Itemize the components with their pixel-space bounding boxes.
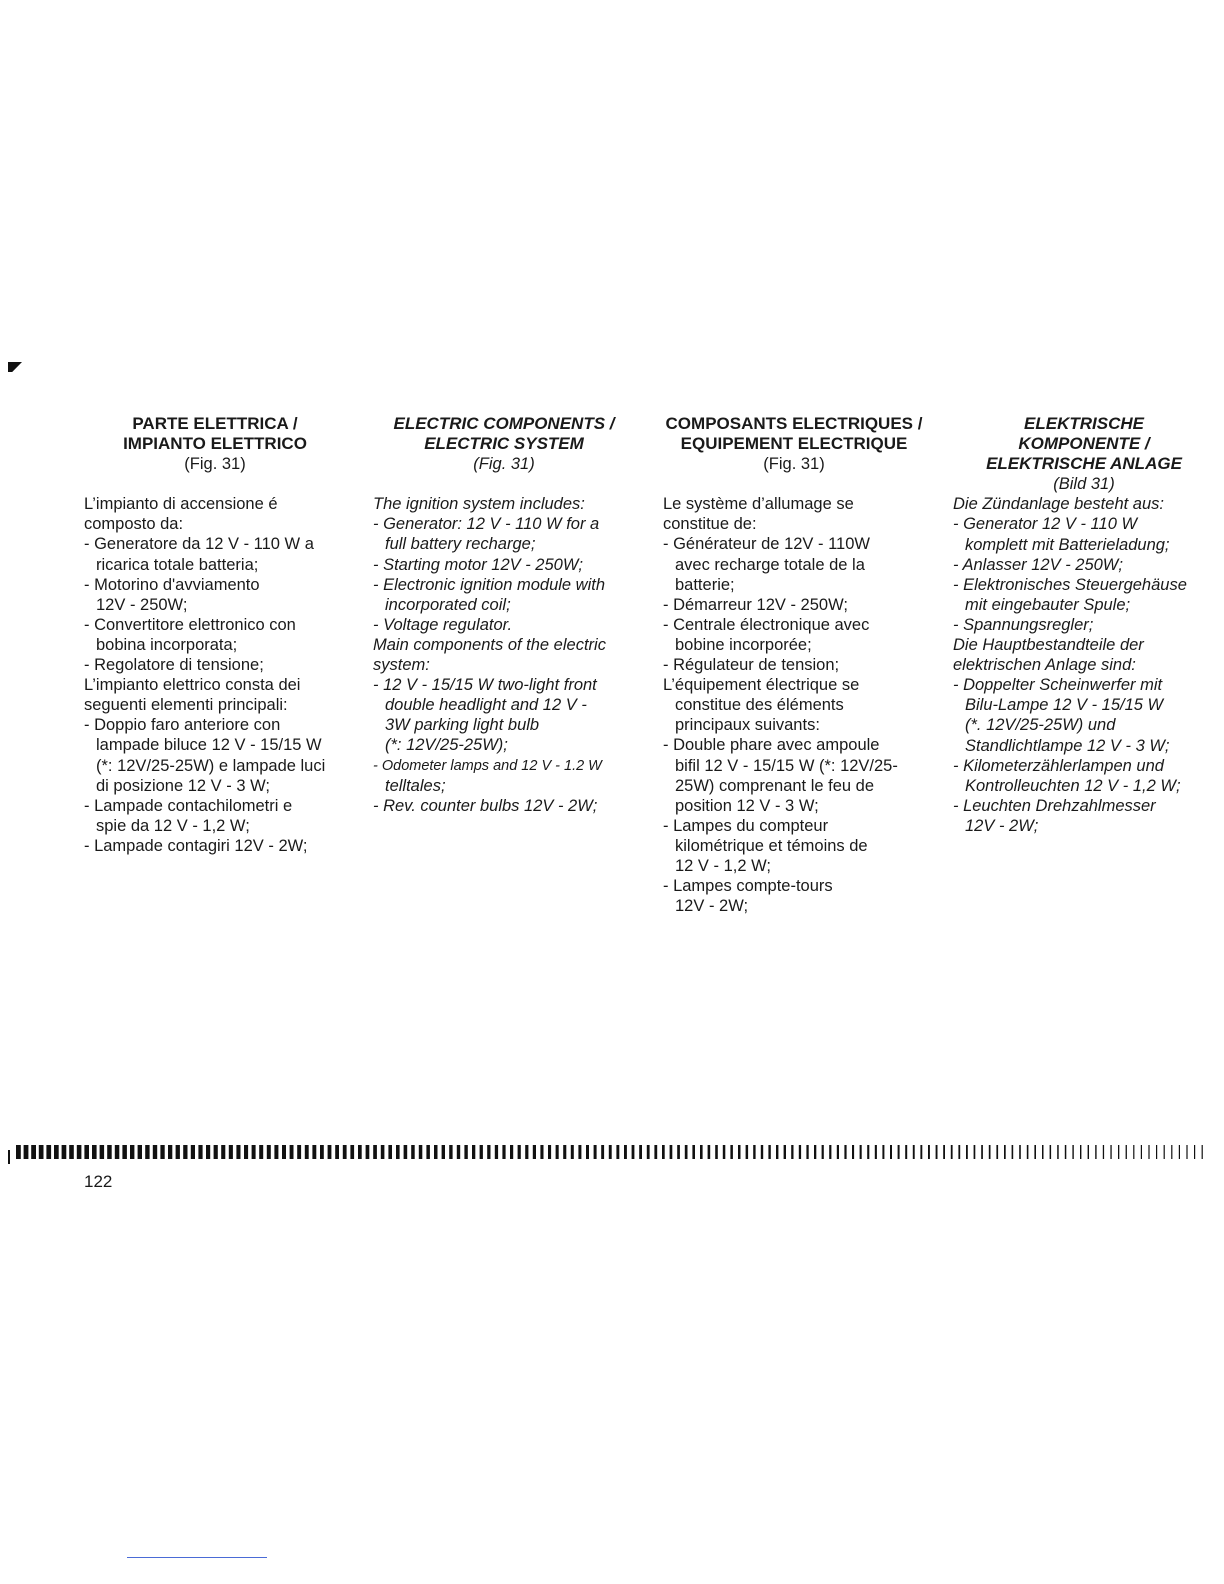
text-line: - Starting motor 12V - 250W; bbox=[373, 555, 583, 574]
text-line: - Lampes du compteur bbox=[663, 816, 829, 835]
edge-bar bbox=[1057, 1145, 1059, 1159]
column-heading bbox=[84, 414, 346, 454]
column-body bbox=[953, 494, 1215, 836]
edge-bar bbox=[1065, 1145, 1067, 1159]
edge-bar bbox=[662, 1145, 665, 1159]
edge-bar bbox=[753, 1145, 755, 1159]
edge-bar bbox=[1133, 1145, 1134, 1159]
edge-bar bbox=[1179, 1145, 1180, 1159]
text-line: Le système d’allumage se bbox=[663, 495, 854, 514]
edge-bar bbox=[274, 1145, 278, 1159]
edge-bar bbox=[898, 1145, 900, 1159]
edge-bar bbox=[510, 1145, 513, 1159]
edge-bar bbox=[1027, 1145, 1029, 1159]
edge-bar bbox=[335, 1145, 339, 1159]
edge-bar bbox=[77, 1145, 82, 1159]
text-line: - Regolatore di tensione; bbox=[84, 656, 264, 675]
text-line: L’impianto elettrico consta dei bbox=[84, 676, 301, 695]
edge-bar bbox=[366, 1145, 370, 1159]
edge-bar bbox=[198, 1145, 202, 1159]
edge-bar bbox=[571, 1145, 574, 1159]
edge-bar bbox=[328, 1145, 332, 1159]
text-line: - Anlasser 12V - 250W; bbox=[953, 555, 1123, 574]
text-line: principaux suivants: bbox=[675, 716, 820, 735]
edge-bar bbox=[160, 1145, 164, 1159]
edge-bar bbox=[578, 1145, 581, 1159]
text-line: - Démarreur 12V - 250W; bbox=[663, 595, 848, 614]
edge-bar bbox=[670, 1145, 673, 1159]
corner-crop-mark bbox=[8, 362, 22, 372]
heading-line: ELEKTRISCHE ANLAGE bbox=[986, 454, 1182, 474]
edge-tick bbox=[8, 1150, 10, 1164]
edge-bar bbox=[206, 1145, 210, 1159]
edge-bar bbox=[282, 1145, 286, 1159]
edge-bar bbox=[974, 1145, 976, 1159]
text-line: avec recharge totale de la bbox=[675, 555, 865, 574]
edge-bar bbox=[814, 1145, 816, 1159]
edge-bar bbox=[1095, 1145, 1096, 1159]
edge-bar bbox=[768, 1145, 770, 1159]
text-line: The ignition system includes: bbox=[373, 495, 585, 514]
edge-bar bbox=[799, 1145, 801, 1159]
edge-bar bbox=[373, 1145, 377, 1159]
edge-bar bbox=[62, 1145, 67, 1159]
text-line: L’impianto di accensione é bbox=[84, 495, 278, 514]
edge-bar bbox=[290, 1145, 294, 1159]
edge-bar bbox=[533, 1145, 536, 1159]
edge-bar bbox=[358, 1145, 362, 1159]
edge-bar bbox=[875, 1145, 877, 1159]
edge-bar bbox=[1103, 1145, 1104, 1159]
edge-bar bbox=[46, 1145, 51, 1159]
edge-bar bbox=[1148, 1145, 1149, 1159]
edge-bar bbox=[1141, 1145, 1142, 1159]
text-line: - Odometer lamps and 12 V - 1.2 W bbox=[373, 757, 602, 774]
edge-bar bbox=[138, 1145, 142, 1159]
column-body bbox=[663, 494, 925, 916]
edge-bar bbox=[1072, 1145, 1073, 1159]
edge-bar bbox=[920, 1145, 922, 1159]
edge-bar bbox=[434, 1145, 438, 1159]
edge-bar bbox=[1088, 1145, 1089, 1159]
edge-bar bbox=[1050, 1145, 1052, 1159]
heading-line: IMPIANTO ELETTRICO bbox=[123, 434, 307, 454]
text-line: (*: 12V/25-25W); bbox=[385, 736, 508, 755]
text-line: - Elektronisches Steuergehäuse bbox=[953, 575, 1187, 594]
text-line: - Spannungsregler; bbox=[953, 615, 1094, 634]
text-line: system: bbox=[373, 656, 430, 675]
heading-line: KOMPONENTE / bbox=[1018, 434, 1150, 454]
text-line: - Voltage regulator. bbox=[373, 615, 513, 634]
text-line: 12V - 250W; bbox=[96, 595, 188, 614]
edge-bar bbox=[586, 1145, 589, 1159]
edge-bar bbox=[738, 1145, 741, 1159]
text-line: Standlichtlampe 12 V - 3 W; bbox=[965, 736, 1170, 755]
heading-line: COMPOSANTS ELECTRIQUES / bbox=[665, 414, 923, 433]
edge-bar bbox=[700, 1145, 703, 1159]
edge-bar bbox=[1126, 1145, 1127, 1159]
edge-bar bbox=[252, 1145, 256, 1159]
edge-bar bbox=[39, 1145, 44, 1159]
edge-bar bbox=[822, 1145, 824, 1159]
text-line: double headlight and 12 V - bbox=[385, 696, 587, 715]
edge-bar bbox=[852, 1145, 854, 1159]
edge-bar bbox=[297, 1145, 301, 1159]
edge-bar bbox=[867, 1145, 869, 1159]
text-line: - Centrale électronique avec bbox=[663, 615, 870, 634]
edge-bar bbox=[723, 1145, 726, 1159]
text-line: 12 V - 1,2 W; bbox=[675, 856, 771, 875]
edge-bar bbox=[791, 1145, 793, 1159]
text-line: - Doppelter Scheinwerfer mit bbox=[953, 676, 1163, 695]
edge-bar bbox=[829, 1145, 831, 1159]
edge-bar bbox=[100, 1145, 105, 1159]
text-line: seguenti elementi principali: bbox=[84, 696, 288, 715]
edge-bar bbox=[1202, 1145, 1203, 1159]
edge-bar bbox=[730, 1145, 733, 1159]
text-line: bobine incorporée; bbox=[675, 635, 812, 654]
text-line: Kontrolleuchten 12 V - 1,2 W; bbox=[965, 776, 1181, 795]
edge-bar bbox=[130, 1145, 134, 1159]
edge-bar bbox=[996, 1145, 998, 1159]
edge-bar bbox=[259, 1145, 263, 1159]
edge-bar bbox=[411, 1145, 415, 1159]
column-body bbox=[373, 494, 635, 816]
edge-bar bbox=[784, 1145, 786, 1159]
text-line: position 12 V - 3 W; bbox=[675, 796, 819, 815]
figure-reference: (Fig. 31) bbox=[473, 455, 535, 474]
bottom-rule bbox=[127, 1557, 267, 1558]
edge-bar bbox=[1186, 1145, 1187, 1159]
edge-bar bbox=[191, 1145, 195, 1159]
edge-bar bbox=[388, 1145, 392, 1159]
edge-bar bbox=[381, 1145, 385, 1159]
text-line: full battery recharge; bbox=[385, 535, 536, 554]
edge-bar bbox=[609, 1145, 612, 1159]
edge-bar bbox=[153, 1145, 157, 1159]
text-line: - Convertitore elettronico con bbox=[84, 615, 296, 634]
edge-bar bbox=[84, 1145, 89, 1159]
edge-bar bbox=[54, 1145, 59, 1159]
edge-bar bbox=[601, 1145, 604, 1159]
edge-bar bbox=[860, 1145, 862, 1159]
edge-bar bbox=[692, 1145, 695, 1159]
edge-bar bbox=[837, 1145, 839, 1159]
page-number: 122 bbox=[84, 1172, 113, 1191]
edge-bar bbox=[229, 1145, 233, 1159]
edge-bar bbox=[107, 1145, 112, 1159]
edge-bar bbox=[708, 1145, 711, 1159]
edge-bar bbox=[654, 1145, 657, 1159]
edge-bar bbox=[16, 1145, 21, 1159]
edge-bar bbox=[472, 1145, 475, 1159]
edge-bar bbox=[746, 1145, 749, 1159]
text-line: 12V - 2W; bbox=[965, 816, 1039, 835]
text-line: - Electronic ignition module with bbox=[373, 575, 606, 594]
edge-bar bbox=[1080, 1145, 1081, 1159]
edge-bar bbox=[464, 1145, 467, 1159]
edge-bar bbox=[487, 1145, 490, 1159]
edge-bar bbox=[267, 1145, 271, 1159]
edge-bar bbox=[305, 1145, 309, 1159]
text-line: constitue de: bbox=[663, 515, 757, 534]
edge-bar bbox=[958, 1145, 960, 1159]
edge-bar bbox=[457, 1145, 460, 1159]
edge-bar bbox=[1110, 1145, 1111, 1159]
text-line: mit eingebauter Spule; bbox=[965, 595, 1131, 614]
edge-bar bbox=[312, 1145, 316, 1159]
figure-reference: (Fig. 31) bbox=[184, 455, 246, 474]
text-line: - Doppio faro anteriore con bbox=[84, 716, 281, 735]
heading-line: ELECTRIC SYSTEM bbox=[424, 434, 584, 454]
heading-line: PARTE ELETTRICA / bbox=[132, 414, 298, 433]
edge-bar bbox=[69, 1145, 74, 1159]
edge-bar bbox=[882, 1145, 884, 1159]
text-line: bifil 12 V - 15/15 W (*: 12V/25- bbox=[675, 756, 898, 775]
edge-bar bbox=[632, 1145, 635, 1159]
edge-bar bbox=[449, 1145, 452, 1159]
text-line: - Lampade contachilometri e bbox=[84, 796, 293, 815]
text-line: batterie; bbox=[675, 575, 735, 594]
edge-bar bbox=[806, 1145, 808, 1159]
text-line: lampade biluce 12 V - 15/15 W bbox=[96, 736, 322, 755]
edge-bar bbox=[1004, 1145, 1006, 1159]
edge-bar bbox=[966, 1145, 968, 1159]
heading-line: EQUIPEMENT ELECTRIQUE bbox=[680, 434, 908, 454]
edge-bar bbox=[540, 1145, 543, 1159]
column-english bbox=[373, 414, 635, 816]
edge-bar bbox=[776, 1145, 778, 1159]
text-line: di posizione 12 V - 3 W; bbox=[96, 776, 270, 795]
edge-bar bbox=[548, 1145, 551, 1159]
edge-bar bbox=[24, 1145, 29, 1159]
edge-bar bbox=[176, 1145, 180, 1159]
edge-bar bbox=[844, 1145, 846, 1159]
text-line: - Rev. counter bulbs 12V - 2W; bbox=[373, 796, 598, 815]
text-line: incorporated coil; bbox=[385, 595, 511, 614]
edge-bar bbox=[122, 1145, 127, 1159]
edge-bar bbox=[556, 1145, 559, 1159]
edge-bar bbox=[677, 1145, 680, 1159]
text-line: - Régulateur de tension; bbox=[663, 656, 840, 675]
figure-reference: (Bild 31) bbox=[1053, 475, 1115, 494]
edge-bar bbox=[404, 1145, 408, 1159]
edge-bar bbox=[890, 1145, 892, 1159]
text-line: - 12 V - 15/15 W two-light front bbox=[373, 676, 597, 695]
text-line: Main components of the electric bbox=[373, 635, 606, 654]
text-line: composto da: bbox=[84, 515, 184, 534]
text-line: (*: 12V/25-25W) e lampade luci bbox=[96, 756, 326, 775]
edge-bar bbox=[594, 1145, 597, 1159]
text-line: constitue des éléments bbox=[675, 696, 844, 715]
edge-bar bbox=[183, 1145, 187, 1159]
edge-bar bbox=[1171, 1145, 1172, 1159]
column-italian bbox=[84, 414, 346, 856]
text-line: 25W) comprenant le feu de bbox=[675, 776, 875, 795]
text-line: Die Zündanlage besteht aus: bbox=[953, 495, 1164, 514]
text-line: Die Hauptbestandteile der bbox=[953, 636, 1144, 655]
edge-bar bbox=[715, 1145, 718, 1159]
edge-bar bbox=[31, 1145, 36, 1159]
text-line: spie da 12 V - 1,2 W; bbox=[96, 816, 250, 835]
text-line: Bilu-Lampe 12 V - 15/15 W bbox=[965, 696, 1164, 715]
text-line: komplett mit Batterieladung; bbox=[965, 535, 1170, 554]
edge-bar bbox=[495, 1145, 498, 1159]
edge-bar bbox=[115, 1145, 120, 1159]
column-heading bbox=[953, 414, 1215, 474]
text-line: bobina incorporata; bbox=[96, 635, 238, 654]
text-line: - Generatore da 12 V - 110 W a bbox=[84, 535, 314, 554]
edge-bar bbox=[989, 1145, 991, 1159]
edge-bar bbox=[502, 1145, 505, 1159]
edge-bar bbox=[761, 1145, 763, 1159]
edge-bar bbox=[1164, 1145, 1165, 1159]
text-line: telltales; bbox=[385, 776, 446, 795]
edge-bar bbox=[913, 1145, 915, 1159]
text-line: - Generator: 12 V - 110 W for a bbox=[373, 515, 600, 534]
edge-bar bbox=[350, 1145, 354, 1159]
text-line: L’équipement électrique se bbox=[663, 676, 860, 695]
edge-bar bbox=[1012, 1145, 1014, 1159]
text-line: ricarica totale batteria; bbox=[96, 555, 259, 574]
text-line: - Generator 12 V - 110 W bbox=[953, 515, 1138, 534]
edge-bar bbox=[928, 1145, 930, 1159]
edge-bar bbox=[951, 1145, 953, 1159]
column-german bbox=[953, 414, 1215, 836]
text-line: - Motorino d'avviamento bbox=[84, 575, 260, 594]
text-line: kilométrique et témoins de bbox=[675, 836, 868, 855]
edge-bar bbox=[616, 1145, 619, 1159]
edge-bar bbox=[396, 1145, 400, 1159]
text-line: 3W parking light bulb bbox=[385, 716, 540, 735]
edge-bar bbox=[214, 1145, 218, 1159]
edge-bar bbox=[981, 1145, 983, 1159]
text-line: 12V - 2W; bbox=[675, 897, 749, 916]
text-line: elektrischen Anlage sind: bbox=[953, 656, 1136, 675]
edge-bar bbox=[518, 1145, 521, 1159]
figure-reference: (Fig. 31) bbox=[763, 455, 825, 474]
edge-bar bbox=[320, 1145, 324, 1159]
edge-bar bbox=[221, 1145, 225, 1159]
column-french bbox=[663, 414, 925, 916]
edge-bar bbox=[685, 1145, 688, 1159]
edge-bar bbox=[1156, 1145, 1157, 1159]
edge-bar bbox=[145, 1145, 149, 1159]
text-line: - Générateur de 12V - 110W bbox=[663, 535, 870, 554]
edge-bar bbox=[343, 1145, 347, 1159]
column-heading bbox=[373, 414, 635, 454]
edge-bar bbox=[1194, 1145, 1195, 1159]
text-line: (*. 12V/25-25W) und bbox=[965, 716, 1116, 735]
edge-bar bbox=[943, 1145, 945, 1159]
edge-bar bbox=[236, 1145, 240, 1159]
column-body bbox=[84, 494, 346, 856]
text-line: - Lampes compte-tours bbox=[663, 877, 833, 896]
text-line: - Lampade contagiri 12V - 2W; bbox=[84, 836, 308, 855]
heading-line: ELECTRIC COMPONENTS / bbox=[393, 414, 615, 433]
edge-bar bbox=[525, 1145, 528, 1159]
edge-bar bbox=[647, 1145, 650, 1159]
edge-bar bbox=[1118, 1145, 1119, 1159]
edge-bar bbox=[936, 1145, 938, 1159]
edge-bar bbox=[639, 1145, 642, 1159]
edge-bar bbox=[92, 1145, 97, 1159]
text-line: - Double phare avec ampoule bbox=[663, 736, 880, 755]
edge-bar bbox=[1042, 1145, 1044, 1159]
edge-bar bbox=[624, 1145, 627, 1159]
edge-bar bbox=[1034, 1145, 1036, 1159]
edge-bar bbox=[1019, 1145, 1021, 1159]
edge-bar bbox=[442, 1145, 445, 1159]
text-line: - Kilometerzählerlampen und bbox=[953, 756, 1164, 775]
edge-bar bbox=[426, 1145, 430, 1159]
edge-bar bbox=[168, 1145, 172, 1159]
text-line: - Leuchten Drehzahlmesser bbox=[953, 796, 1156, 815]
edge-bar bbox=[244, 1145, 248, 1159]
column-heading bbox=[663, 414, 925, 454]
heading-line: ELEKTRISCHE bbox=[1024, 414, 1144, 433]
edge-bar bbox=[419, 1145, 423, 1159]
page-edge-bar-strip bbox=[8, 1142, 1212, 1164]
edge-bar bbox=[480, 1145, 483, 1159]
edge-bar bbox=[905, 1145, 907, 1159]
edge-bar bbox=[563, 1145, 566, 1159]
